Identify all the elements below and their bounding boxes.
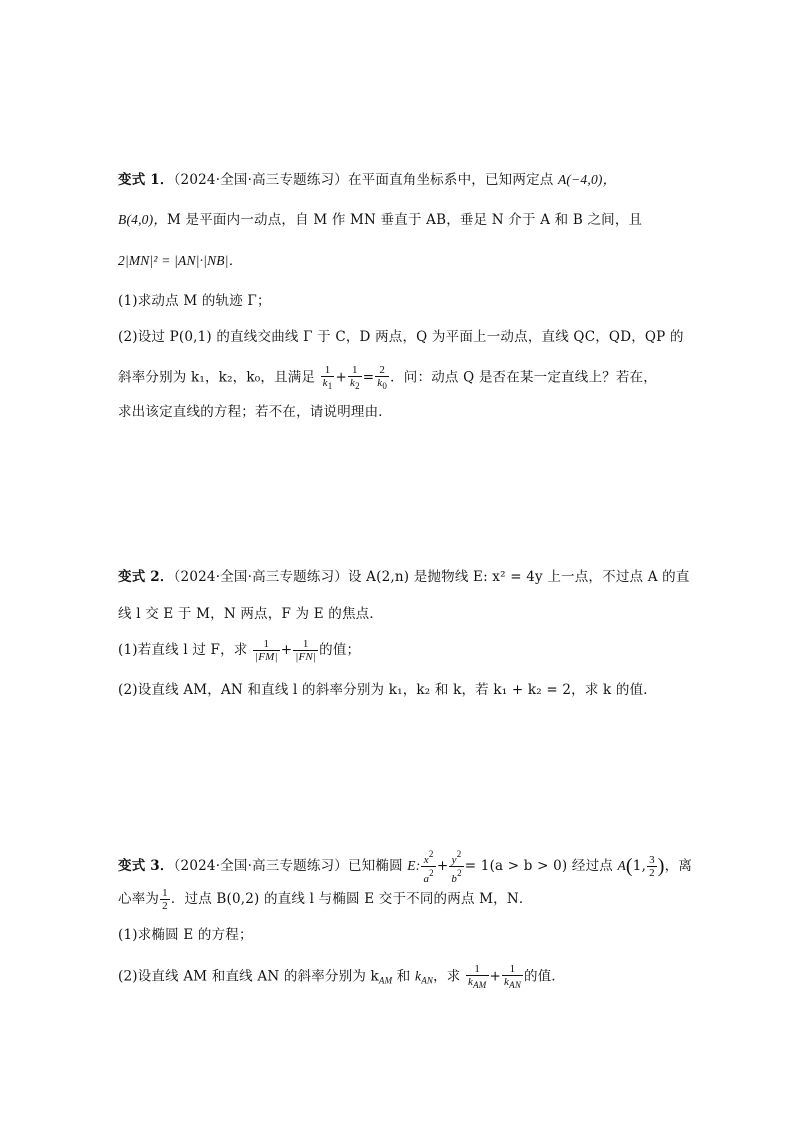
fraction-1-over-FN: $\frac{1}{|FN|}$: [295, 638, 317, 663]
problem-2-question-2: (2)设直线 AM，AN 和直线 l 的斜率分别为 k₁，k₂ 和 k，若 k₁ + k₂ = 2，求 k 的值．: [118, 682, 657, 698]
problem-label: 变式 1．: [118, 172, 174, 188]
problem-3-question-1: (1)求椭圆 E 的方程；: [118, 927, 253, 943]
problem-1-question-2a: (2)设过 P(0,1) 的直线交曲线 Γ 于 C，D 两点，Q 为平面上一动点，直线 QC，QD，QP 的: [118, 329, 684, 345]
problem-1-line-2: B(4,0)，M 是平面内一动点，自 M 作 MN 垂直于 AB，垂足 N 介于 A 和 B 之间，且: [118, 212, 643, 228]
problem-1-line-1: 变式 1．（2024·全国·高三专题练习）在平面直角坐标系中，已知两定点 A(−4,0)，: [118, 172, 617, 188]
fraction-1-over-k1: $\frac{1}{k_1}$: [322, 364, 333, 391]
problem-1-question-2b: 斜率分别为 k₁，k₂，k₀，且满足 $\frac{1}{k_1}$ + $\frac{1}{k_2}$ = $\frac{2}{k_0}$ ．问：动点 Q 是否在某一定直线上？若在，: [118, 364, 657, 391]
problem-label: 变式 3．: [118, 858, 174, 874]
problem-source: （2024·全国·高三专题练习）: [173, 858, 348, 874]
problem-2-line-2: 线 l 交 E 于 M，N 两点，F 为 E 的焦点．: [118, 606, 384, 622]
problem-1-condition: 2|MN|² = |AN|·|NB|．: [118, 253, 243, 268]
problem-1-question-2c: 求出该定直线的方程；若不在，请说明理由．: [118, 404, 392, 420]
problem-source: （2024·全国·高三专题练习）: [173, 569, 348, 585]
fraction-1-over-k2: $\frac{1}{k_2}$: [349, 364, 360, 391]
problem-2-line-1: 变式 2．（2024·全国·高三专题练习）设 A(2,n) 是抛物线 E: x² = 4y 上一点，不过点 A 的直: [118, 569, 690, 585]
fraction-1-over-kAN: $\frac{1}{k_{AN}}$: [504, 963, 522, 990]
fraction-1-over-kAM: $\frac{1}{k_{AM}}$: [468, 963, 487, 990]
problem-3-line-1: 变式 3．（2024·全国·高三专题练习）已知椭圆 E: $\frac{x^2}{a^2}$ + $\frac{y^2}{b^2}$ = 1(a > b > 0) 经过点 A(1, $\frac{3}{2}$ )，离: [118, 849, 693, 885]
problem-3-question-2: (2)设直线 AM 和直线 AN 的斜率分别为 $k_{AM}$ 和 $k_{AN}$，求 $\frac{1}{k_{AM}}$ + $\frac{1}{k_{AN}}$ 的值．: [118, 963, 566, 990]
problem-source: （2024·全国·高三专题练习）: [173, 172, 348, 188]
fraction-1-over-2: $\frac{1}{2}$: [162, 887, 168, 912]
fraction-x2-over-a2: $\frac{x^2}{a^2}$: [423, 849, 434, 885]
problem-2-question-1: (1)若直线 l 过 F，求 $\frac{1}{|FM|}$ + $\frac{1}{|FN|}$ 的值；: [118, 638, 361, 663]
problem-3-line-2: 心率为 $\frac{1}{2}$ ．过点 B(0,2) 的直线 l 与椭圆 E 交于不同的两点 M，N．: [118, 887, 533, 912]
fraction-2-over-k0: $\frac{2}{k_0}$: [377, 364, 388, 391]
fraction-3-over-2: $\frac{3}{2}$: [649, 854, 655, 879]
problem-label: 变式 2．: [118, 569, 174, 585]
problem-1-question-1: (1)求动点 M 的轨迹 Γ；: [118, 293, 271, 309]
fraction-y2-over-b2: $\frac{y^2}{b^2}$: [451, 849, 462, 885]
fraction-1-over-FM: $\frac{1}{|FM|}$: [254, 638, 278, 663]
